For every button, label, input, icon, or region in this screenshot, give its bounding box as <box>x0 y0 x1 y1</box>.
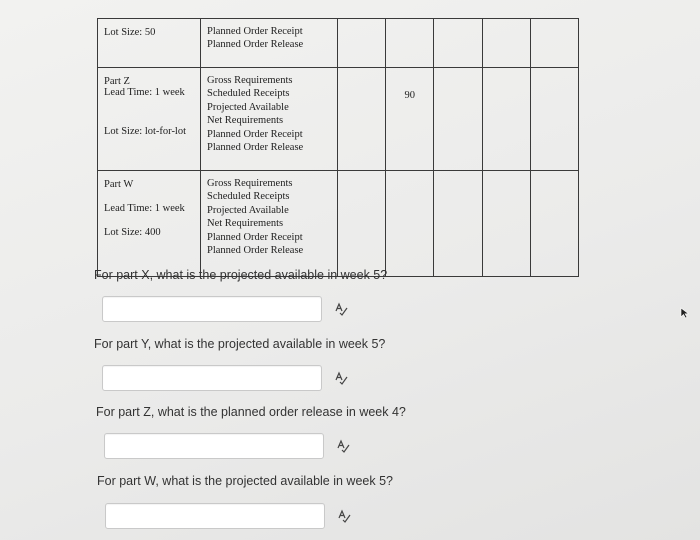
week-cell <box>530 68 578 171</box>
week-cell <box>434 19 482 68</box>
table-row <box>98 68 579 171</box>
week-cell <box>482 171 530 277</box>
spellcheck-icon[interactable] <box>334 371 348 385</box>
question-part-w: For part W, what is the projected available in week 5? <box>97 474 393 488</box>
record-labels-cell <box>201 68 338 171</box>
lead-time: Lead Time: 1 week <box>104 87 185 98</box>
record-label: Projected Available <box>207 101 289 113</box>
spellcheck-icon[interactable] <box>336 439 350 453</box>
table-row <box>98 171 579 277</box>
record-labels-cell <box>201 171 338 277</box>
lot-size-label: Lot Size: lot-for-lot <box>104 126 187 137</box>
lot-size-label: Lot Size: 50 <box>104 27 156 38</box>
week-cell <box>386 171 434 277</box>
lot-size-label: Lot Size: 400 <box>104 227 161 238</box>
answer-input-part-x[interactable] <box>102 296 322 322</box>
record-label: Planned Order Receipt <box>207 26 303 37</box>
record-labels-cell <box>201 19 338 68</box>
record-label: Scheduled Receipts <box>207 88 290 100</box>
record-label: Planned Order Release <box>207 245 304 257</box>
record-label: Gross Requirements <box>207 178 293 189</box>
record-label: Gross Requirements <box>207 75 293 86</box>
answer-input-part-z[interactable] <box>104 433 324 459</box>
spellcheck-icon[interactable] <box>337 509 351 523</box>
week-cell <box>338 68 386 171</box>
week-cell <box>386 19 434 68</box>
week-cell <box>386 68 434 171</box>
answer-input-part-w[interactable] <box>105 503 325 529</box>
record-label: Planned Order Receipt <box>207 231 303 243</box>
week-cell <box>482 68 530 171</box>
answer-input-part-y[interactable] <box>102 365 322 391</box>
part-name: Part Z <box>104 76 130 87</box>
part-info-cell <box>98 68 201 171</box>
week-cell <box>338 19 386 68</box>
week-cell <box>434 68 482 171</box>
record-label: Net Requirements <box>207 218 284 230</box>
record-label: Planned Order Release <box>207 39 304 51</box>
week-cell <box>530 171 578 277</box>
record-label: Projected Available <box>207 204 289 216</box>
mouse-cursor-icon <box>680 307 690 319</box>
part-info-cell <box>98 19 201 68</box>
lead-time: Lead Time: 1 week <box>104 203 185 214</box>
record-label: Planned Order Receipt <box>207 128 303 140</box>
record-label: Scheduled Receipts <box>207 191 290 203</box>
part-name: Part W <box>104 179 134 190</box>
week-cell <box>434 171 482 277</box>
question-part-z: For part Z, what is the planned order release in week 4? <box>96 405 406 419</box>
week-cell <box>530 19 578 68</box>
record-label: Net Requirements <box>207 115 284 127</box>
week-cell <box>338 171 386 277</box>
question-part-y: For part Y, what is the projected available in week 5? <box>94 337 386 351</box>
mrp-table <box>97 18 579 277</box>
spellcheck-icon[interactable] <box>334 302 348 316</box>
week-value: 90 <box>404 89 416 101</box>
part-info-cell <box>98 171 201 277</box>
table-row <box>98 19 579 68</box>
week-cell <box>482 19 530 68</box>
question-part-x: For part X, what is the projected available in week 5? <box>94 268 388 282</box>
record-label: Planned Order Release <box>207 142 304 154</box>
